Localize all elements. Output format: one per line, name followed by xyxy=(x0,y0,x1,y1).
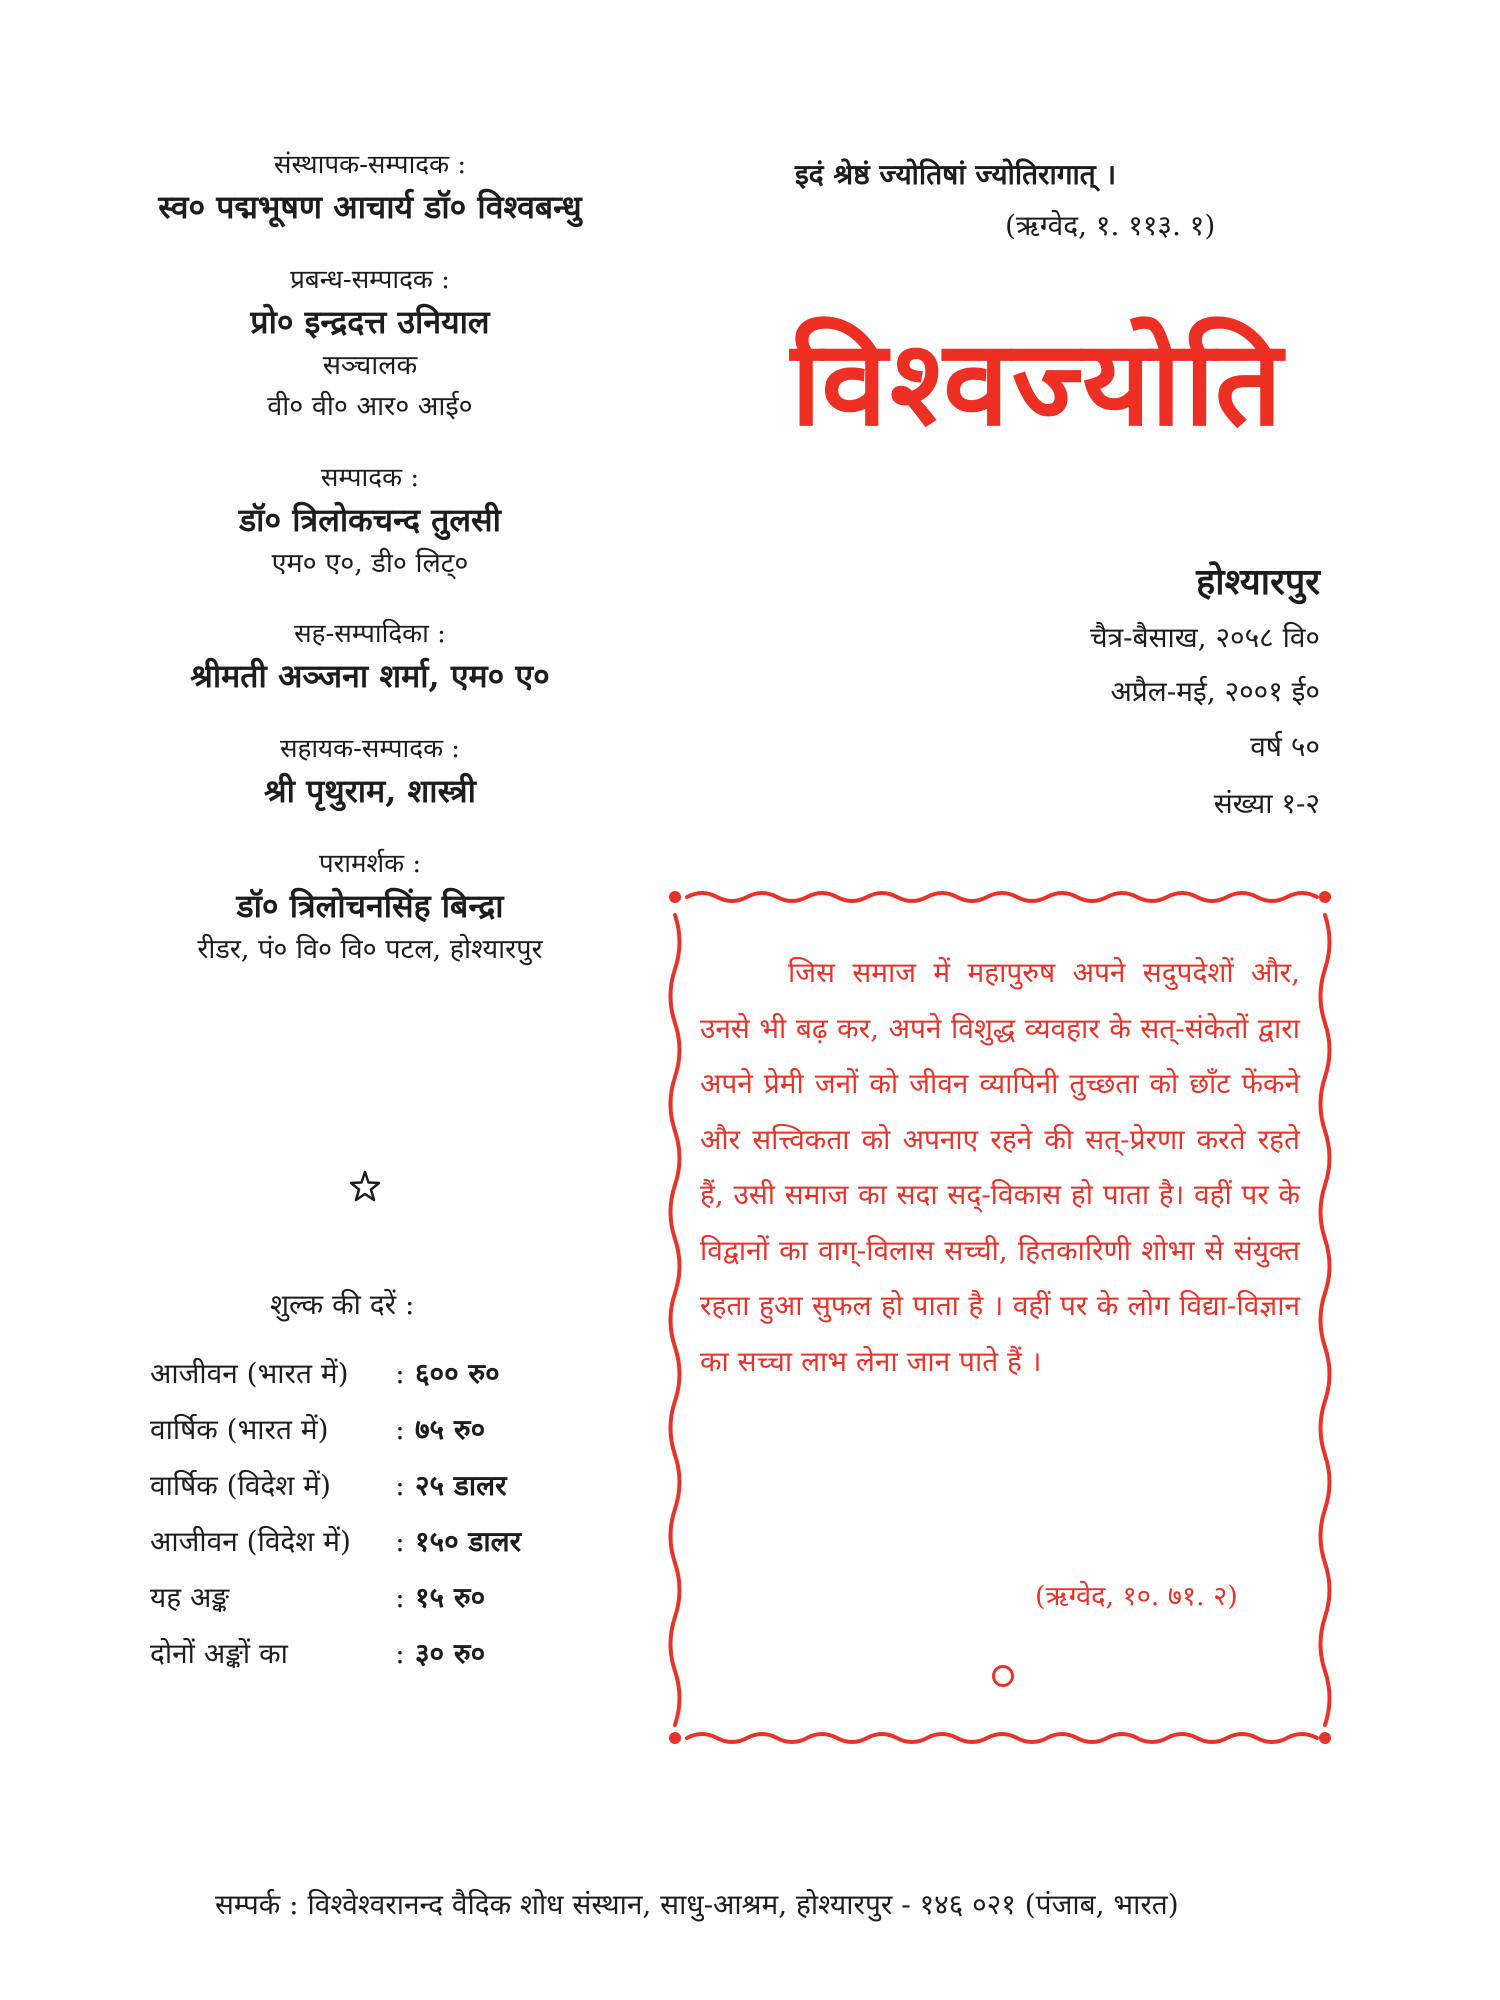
fee-row xyxy=(150,1457,600,1513)
person-designation: रीडर, पं० वि० वि० पटल, होश्यारपुर xyxy=(197,934,543,966)
fee-row xyxy=(150,1513,600,1569)
fee-value: २५ डालर xyxy=(415,1469,507,1502)
fee-colon: : xyxy=(395,1412,405,1446)
person-name: डॉ० त्रिलोचनसिंह बिन्द्रा xyxy=(236,887,504,926)
person-name: श्रीमती अञ्जना शर्मा, एम० ए० xyxy=(190,657,550,696)
managing-editor-group xyxy=(120,265,620,424)
role-label: सहायक-सम्पादक : xyxy=(279,734,461,765)
role-label: सह-सम्पादिका : xyxy=(294,618,446,649)
person-designation: वी० वी० आर० आई० xyxy=(267,391,473,423)
fee-label: वार्षिक (विदेश में) xyxy=(150,1469,331,1502)
issue-year: वर्ष ५० xyxy=(1250,730,1320,763)
fee-row xyxy=(150,1345,600,1401)
advisor-group xyxy=(120,849,620,967)
masthead-title: विश्वज्योति xyxy=(790,314,1286,452)
person-designation: सञ्चालक xyxy=(322,350,418,382)
fee-colon: : xyxy=(395,1524,405,1558)
person-designation: एम० ए०, डी० लिट्० xyxy=(271,547,469,579)
fee-row xyxy=(150,1625,600,1681)
fee-colon: : xyxy=(395,1468,405,1502)
issue-vikram-date: चैत्र-बैसाख, २०५८ वि० xyxy=(1089,621,1320,654)
issue-gregorian-date: अप्रैल-मई, २००१ ई० xyxy=(1110,675,1320,708)
fee-value: ७५ रु० xyxy=(415,1413,486,1446)
role-label: सम्पादक : xyxy=(320,462,420,493)
person-name: श्री पृथुराम, शास्त्री xyxy=(264,772,476,811)
motto-reference: (ऋग्वेद, १. ११३. १) xyxy=(1005,209,1216,242)
fee-colon: : xyxy=(395,1636,405,1670)
fee-value: ६०० रु० xyxy=(415,1357,500,1390)
role-label: परामर्शक : xyxy=(318,849,422,880)
assistant-editor-group xyxy=(120,734,620,811)
fee-table xyxy=(150,1345,600,1681)
fee-value: १५ रु० xyxy=(415,1581,486,1614)
fee-label: आजीवन (भारत में) xyxy=(150,1357,349,1390)
founder-editor-group xyxy=(120,150,620,227)
fees-title: शुल्क की दरें : xyxy=(270,1288,415,1321)
rigveda-quote-text: जिस समाज में महापुरुष अपने सदुपदेशों और, उनसे भी बढ़ कर, अपने विशुद्ध व्यवहार के सत्-संकेतों द्वारा अपने प्रेमी जनों को जीवन व्यापिनी तुच्छता को छाँट फेंकने और सत्त्विकता को अपनाए रहने की सत्-प्रेरणा करते रहते हैं, उसी समाज का सदा सद्-विकास हो पाता है। वहीं पर के विद्वानों का वाग्-विलास सच्ची, हितकारिणी शोभा से संयुक्त रहता हुआ सुफल हो पाता है । वहीं पर के लोग विद्या-विज्ञान का सच्चा लाभ लेना जान पाते हैं । xyxy=(700,956,1300,1378)
fee-row xyxy=(150,1569,600,1625)
role-label: प्रबन्ध-सम्पादक : xyxy=(290,265,450,296)
editor-group xyxy=(120,463,620,581)
star-icon xyxy=(350,1170,380,1204)
person-name: स्व० पद्मभूषण आचार्य डॉ० विश्वबन्धु xyxy=(158,188,582,227)
fee-value: ३० रु० xyxy=(415,1637,486,1670)
publication-city: होश्यारपुर xyxy=(1196,561,1320,603)
quote-reference: (ऋग्वेद, १०. ७१. २) xyxy=(1035,1581,1238,1612)
fee-value: १५० डालर xyxy=(415,1525,522,1558)
person-name: प्रो० इन्द्रदत्त उनियाल xyxy=(250,303,490,342)
fee-label: दोनों अङ्कों का xyxy=(150,1637,288,1670)
role-label: संस्थापक-सम्पादक : xyxy=(273,150,467,180)
fee-colon: : xyxy=(395,1580,405,1614)
issue-number: संख्या १-२ xyxy=(1213,787,1320,820)
fee-label: यह अङ्क xyxy=(150,1581,230,1614)
co-editor-group xyxy=(120,619,620,696)
fee-row xyxy=(150,1401,600,1457)
fee-label: आजीवन (विदेश में) xyxy=(150,1525,351,1558)
fee-label: वार्षिक (भारत में) xyxy=(150,1413,329,1446)
fee-colon: : xyxy=(395,1356,405,1390)
person-name: डॉ० त्रिलोकचन्द तुलसी xyxy=(239,500,501,539)
editorial-board xyxy=(120,150,620,1006)
contact-address: सम्पर्क : विश्वेश्वरानन्द वैदिक शोध संस्थान, साधु-आश्रम, होश्यारपुर - १४६ ०२१ (पंजाब, भारत) xyxy=(215,1888,1179,1921)
circle-ornament xyxy=(992,1665,1014,1687)
motto-verse: इदं श्रेष्ठं ज्योतिषां ज्योतिरागात् । xyxy=(795,158,1117,191)
